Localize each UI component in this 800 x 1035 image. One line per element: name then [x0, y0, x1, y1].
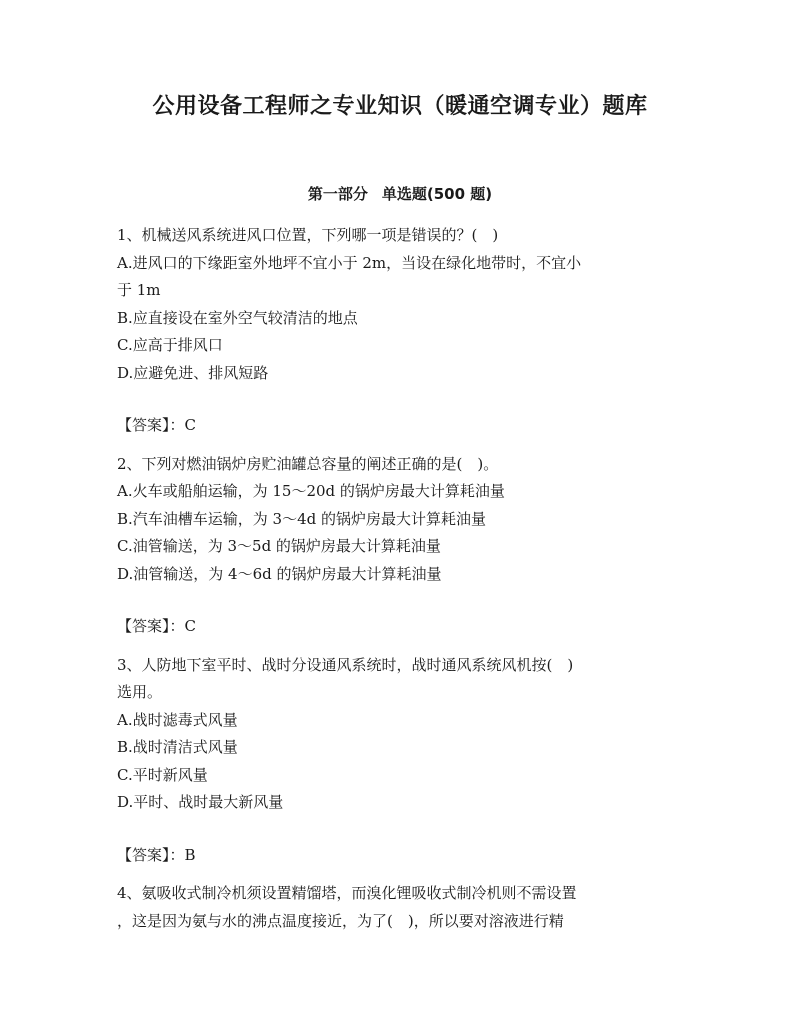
question-3 — [117, 652, 683, 870]
option-a: A.战时滤毒式风量 — [117, 710, 238, 729]
option-b: B.应直接设在室外空气较清洁的地点 — [117, 308, 358, 327]
question-stem-continued: 选用。 — [117, 683, 163, 701]
question-stem: 1、机械送风系统进风口位置，下列哪一项是错误的？( ) — [117, 226, 499, 244]
section-type: 单选题(500 题) — [381, 185, 493, 203]
option-d: D.应避免进、排风短路 — [117, 363, 269, 382]
answer-label: 【答案】：C — [117, 617, 196, 635]
section-part: 第一部分 — [307, 185, 368, 203]
answer-label: 【答案】：B — [117, 845, 196, 864]
question-list — [117, 222, 683, 935]
question-stem: 3、人防地下室平时、战时分设通风系统时，战时通风系统风机按( ) — [117, 655, 574, 674]
option-b: B.汽车油槽车运输，为 3～4d 的锅炉房最大计算耗油量 — [117, 509, 487, 528]
option-b: B.战时清洁式风量 — [117, 738, 238, 756]
question-2 — [117, 451, 683, 641]
option-c: C.油管输送，为 3～5d 的锅炉房最大计算耗油量 — [117, 537, 441, 555]
option-a: A.进风口的下缘距室外地坪不宜小于 2m，当设在绿化地带时，不宜小 — [117, 253, 582, 272]
option-c: C.应高于排风口 — [117, 336, 223, 354]
question-4 — [117, 880, 683, 935]
option-c: C.平时新风量 — [117, 765, 208, 784]
option-d: D.平时、战时最大新风量 — [117, 793, 284, 811]
document-title: 公用设备工程师之专业知识（暖通空调专业）题库 — [152, 94, 648, 119]
question-stem-continued: ，这是因为氨与水的沸点温度接近，为了( )，所以要对溶液进行精 — [117, 911, 564, 930]
section-heading — [0, 182, 800, 206]
question-stem: 4、氨吸收式制冷机须设置精馏塔，而溴化锂吸收式制冷机则不需设置 — [117, 884, 577, 902]
option-a: A.火车或船舶运输，为 15～20d 的锅炉房最大计算耗油量 — [117, 482, 505, 500]
answer-label: 【答案】：C — [117, 416, 196, 434]
question-1 — [117, 222, 683, 440]
question-stem: 2、下列对燃油锅炉房贮油罐总容量的阐述正确的是( )。 — [117, 454, 499, 473]
option-a-continued: 于 1m — [117, 281, 161, 299]
option-d: D.油管输送，为 4～6d 的锅炉房最大计算耗油量 — [117, 564, 442, 583]
